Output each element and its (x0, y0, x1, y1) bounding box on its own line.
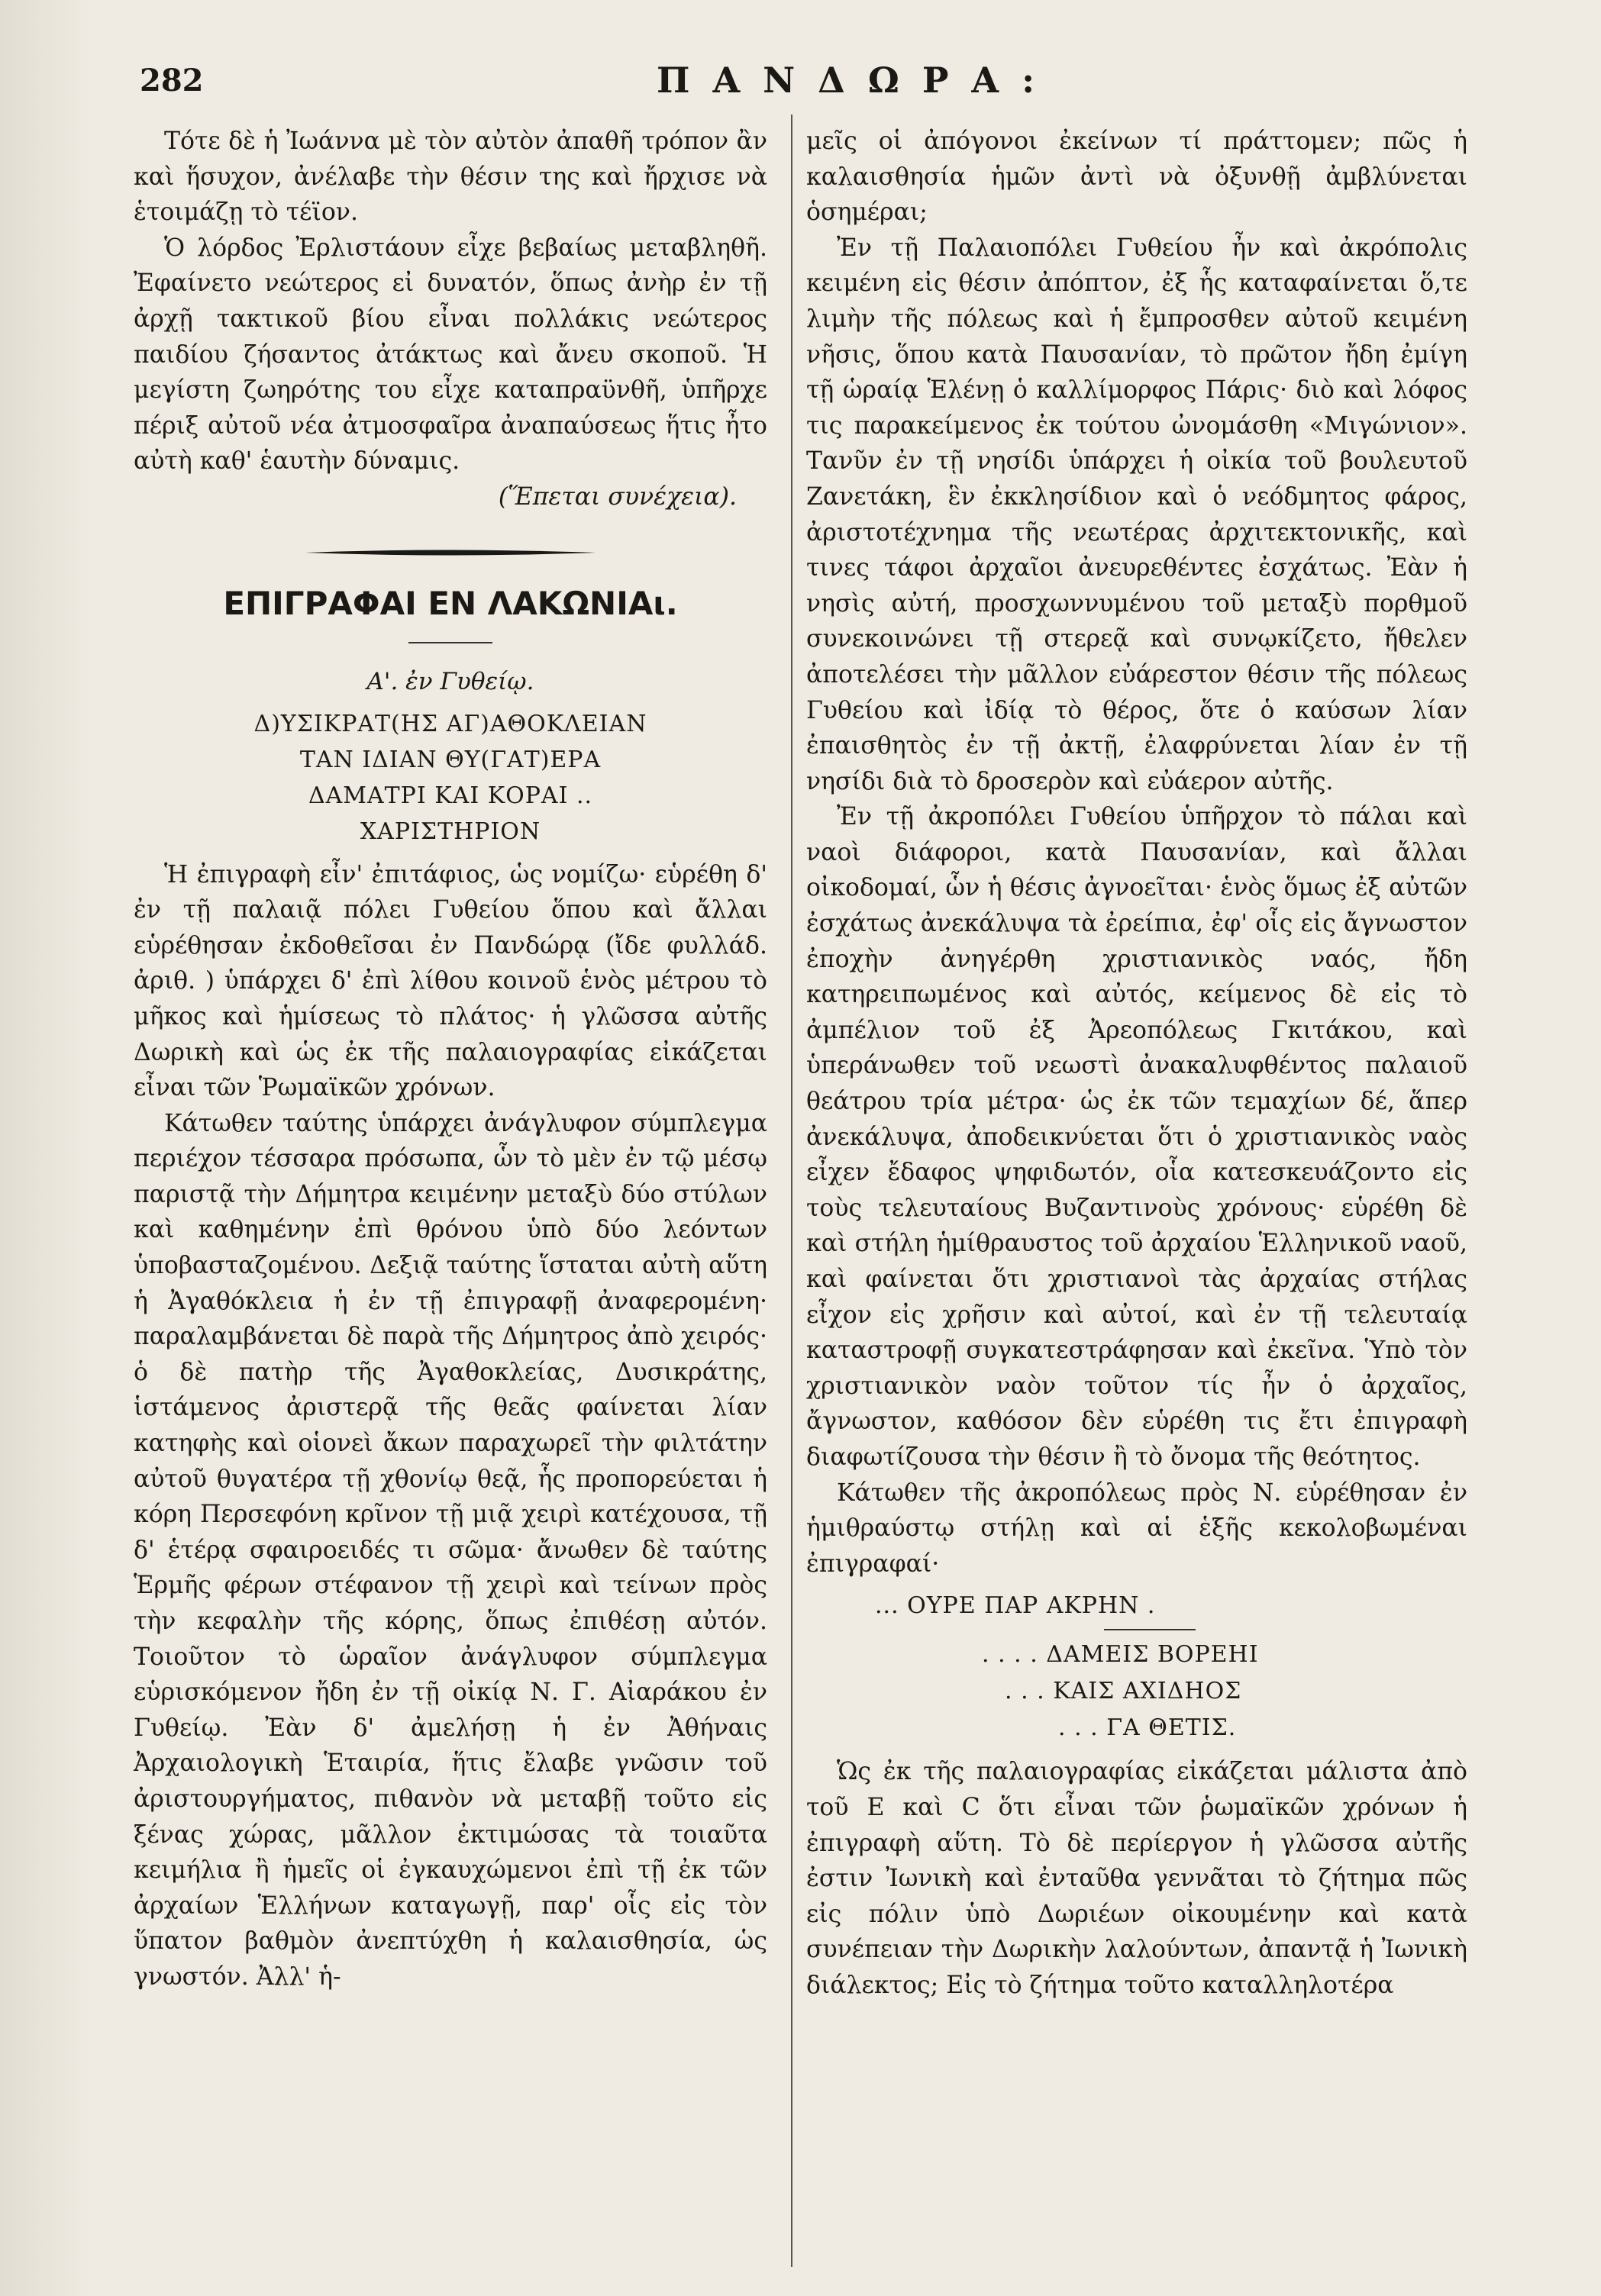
page-gutter-shadow (0, 0, 92, 2296)
article-paragraph: Ὡς ἐκ τῆς παλαιογραφίας εἰκάζεται μάλιστα ἀπὸ τοῦ Ε καὶ C ὅτι εἶναι τῶν ῥωμαϊκῶν χρόνων ἡ ἐπιγραφὴ αὕτη. Τὸ δὲ περίεργον ἡ γλῶσσα αὐτῆς ἐστιν Ἰωνικὴ καὶ ἐνταῦθα γεννᾶται τὸ ζήτημα πῶς εἰς πόλιν ὑπὸ Δωριέων οἰκουμένην καὶ κατὰ συνέπειαν τὴν Δωρικὴν λαλούντων, ἀπαντᾷ ἡ Ἰωνικὴ διάλεκτος; Εἰς τὸ ζήτημα τοῦτο καταλληλοτέρα (806, 1758, 1467, 1999)
column-divider (791, 114, 792, 2267)
running-title: ΠΑΝΔΩΡΑ: (657, 60, 1058, 101)
ornamental-divider (134, 535, 767, 570)
story-paragraph: Ὁ λόρδος Ἐρλιστάουν εἶχε βεβαίως μεταβληθῆ. Ἐφαίνετο νεώτερος εἰ δυνατόν, ὅπως ἀνὴρ ἐν τῇ ἀρχῇ τακτικοῦ βίου εἶναι πολλάκις νεώτερος παιδίου ζήσαντος ἀτάκτως καὶ ἄνευ σκοποῦ. Ἡ μεγίστη ζωηρότης του εἶχε καταπραϋνθῆ, ὑπῆρχε πέριξ αὐτοῦ νέα ἀτμοσφαῖρα ἀναπαύσεως ἥτις ἦτο αὐτὴ καθ' ἑαυτὴν δύναμις. (134, 234, 767, 476)
inscription-line: ΧΑΡΙΣΤΗΡΙΟΝ (360, 817, 541, 845)
inscription-block (134, 706, 767, 850)
inscription-line: Δ)ΥΣΙΚΡΑΤ(ΗΣ ΑΓ)ΑΘΟΚΛΕΙΑΝ (253, 710, 647, 737)
ornament-rule-icon (305, 545, 596, 560)
inscription-line: . . . ΚΑΙΣ ΑΧΙΔΗΟΣ (1005, 1678, 1242, 1705)
article-paragraph: Κάτωθεν ταύτης ὑπάρχει ἀνάγλυφον σύμπλεγμα περιέχον τέσσαρα πρόσωπα, ὧν τὸ μὲν ἐν τῷ μέσῳ παριστᾷ τὴν Δήμητρα κειμένην μεταξὺ δύο στύλων καὶ καθημένην ἐπὶ θρόνου ὑπὸ δύο λεόντων ὑποβασταζομένου. Δεξιᾷ ταύτης ἵσταται αὐτὴ αὕτη ἡ Ἀγαθόκλεια ἡ ἐν τῇ ἐπιγραφῇ ἀναφερομένη· παραλαμβάνεται δὲ παρὰ τῆς Δήμητρος ἀπὸ χειρός· ὁ δὲ πατὴρ τῆς Ἀγαθοκλείας, Δυσικράτης, ἱστάμενος ἀριστερᾷ τῆς θεᾶς φαίνεται λίαν κατηφὴς καὶ οἱονεὶ ἄκων παραχωρεῖ τὴν φιλτάτην αὐτοῦ θυγατέρα τῇ χθονίῳ θεᾷ, ἧς προπορεύεται ἡ κόρη Περσεφόνη κρῖνον τῇ μιᾷ χειρὶ κατέχουσα, τῇ δ' ἑτέρᾳ σφαιροειδές τι σῶμα· ἄνωθεν δὲ ταύτης Ἑρμῆς φέρων στέφανον τῇ χειρὶ καὶ τείνων πρὸς τὴν κεφαλὴν τῆς κόρης, ὅπως ἐπιθέσῃ αὐτόν. Τοιοῦτον τὸ ὡραῖον ἀνάγλυφον σύμπλεγμα εὑρισκόμενον ἤδη ἐν τῇ οἰκίᾳ Ν. Γ. Αἰαράκου ἐν Γυθείῳ. Ἐὰν δ' ἀμελήσῃ ἡ ἐν Ἀθήναις Ἀρχαιολογικὴ Ἑταιρία, ἥτις ἔλαβε γνῶσιν τοῦ ἀριστουργήματος, πιθανὸν νὰ μεταβῇ τοῦτο εἰς ξένας χώρας, μᾶλλον ἐκτιμώσας τὰ τοιαῦτα κειμήλια ἢ ἡμεῖς οἱ ἐγκαυχώμενοι ἐπὶ τῇ ἐκ τῶν ἀρχαίων Ἑλλήνων καταγωγῇ, παρ' οἷς εἰς τὸν ὕπατον βαθμὸν ἀνεπτύχθη ἡ καλαισθησία, ὡς γνωστόν. Ἀλλ' ἡ- (134, 1109, 767, 1991)
article-paragraph: μεῖς οἱ ἀπόγονοι ἐκείνων τί πράττομεν; πῶς ἡ καλαισθησία ἡμῶν ἀντὶ νὰ ὀξυνθῇ ἀμβλύνεται ὁσημέραι; (806, 127, 1467, 227)
heading-rule (408, 642, 492, 643)
page-number: 282 (140, 63, 204, 98)
article-paragraph: Ἡ ἐπιγραφὴ εἶν' ἐπιτάφιος, ὡς νομίζω· εὑρέθη δ' ἐν τῇ παλαιᾷ πόλει Γυθείου ὅπου καὶ ἄλλαι εὑρέθησαν ἐκδοθεῖσαι ἐν Πανδώρᾳ (ἴδε φυλλάδ. ἀριθ. ) ὑπάρχει δ' ἐπὶ λίθου κοινοῦ ἑνὸς μέτρου τὸ μῆκος καὶ ἡμίσεως τὸ πλάτος· ἡ γλῶσσα αὐτῆς Δωρικὴ καὶ ὡς ἐκ τῆς παλαιογραφίας εἰκάζεται εἶναι τῶν Ῥωμαϊκῶν χρόνων. (134, 860, 767, 1102)
left-column (134, 124, 767, 1995)
continuation-note: (Ἕπεται συνέχεια). (498, 482, 737, 511)
inscription-line: ... ΟΥΡΕ ΠΑΡ ΑΚΡΗΝ . (875, 1592, 1156, 1620)
article-paragraph: Κάτωθεν τῆς ἀκροπόλεως πρὸς Ν. εὑρέθησαν ἐν ἡμιθραύστῳ στήλῃ καὶ αἱ ἑξῆς κεκολοβωμέναι ἐπιγραφαί· (806, 1479, 1467, 1578)
inscription-line: . . . . ΔΑΜΕΙΣ ΒΟΡΕΗΙ (982, 1641, 1259, 1669)
inscription-line: . . . ΓΑ ΘΕΤΙΣ. (1058, 1714, 1237, 1742)
story-paragraph: Τότε δὲ ἡ Ἰωάννα μὲ τὸν αὐτὸν ἀπαθῆ τρόπον ἂν καὶ ἥσυχον, ἀνέλαβε τὴν θέσιν της καὶ ἤρχισε νὰ ἑτοιμάζῃ τὸ τέϊον. (134, 127, 767, 227)
article-paragraph: Ἐν τῇ Παλαιοπόλει Γυθείου ἦν καὶ ἀκρόπολις κειμένη εἰς θέσιν ἀπόπτον, ἐξ ἧς καταφαίνεται ὅ,τε λιμὴν τῆς πόλεως καὶ ἡ ἔμπροσθεν αὐτοῦ κειμένη νῆσις, ὅπου κατὰ Παυσανίαν, τὸ πρῶτον ἤδη ἐμίγη τῇ ὡραίᾳ Ἑλένῃ ὁ καλλίμορφος Πάρις· διὸ καὶ λόφος τις παρακείμενος ἐκ τούτου ὠνομάσθη «Μιγώνιον». Τανῦν ἐν τῇ νησίδι ὑπάρχει ἡ οἰκία τοῦ βουλευτοῦ Ζανετάκη, ἓν ἐκκλησίδιον καὶ ὁ νεόδμητος φάρος, ἀριστοτέχνημα τῆς νεωτέρας ἀρχιτεκτονικῆς, καὶ τινες τάφοι ἀρχαῖοι ἀνευρεθέντες ἐσχάτως. Ἐὰν ἡ νησὶς αὐτή, προσχωννυμένου τοῦ μεταξὺ πορθμοῦ συνεκοινώνει τῇ στερεᾷ καὶ συνῳκίζετο, ἤθελεν ἀποτελέσει τὴν μᾶλλον εὐάρεστον θέσιν τῆς πόλεως Γυθείου καὶ ἰδίᾳ τὸ θέρος, ὅτε ὁ καύσων λίαν ἐπαισθητὸς ἐν τῇ ἀκτῇ, ἐλαφρύνεται λίαν ἐν τῇ νησίδι διὰ τὸ δροσερὸν καὶ εὐάερον αὐτῆς. (806, 234, 1467, 795)
inscription-rule (1104, 1629, 1196, 1630)
inscription-block (806, 1588, 1467, 1746)
right-column (806, 124, 1467, 2004)
article-paragraph: Ἐν τῇ ἀκροπόλει Γυθείου ὑπῆρχον τὸ πάλαι καὶ ναοὶ διάφοροι, κατὰ Παυσανίαν, καὶ ἄλλαι οἰκοδομαί, ὧν ἡ θέσις ἀγνοεῖται· ἑνὸς ὅμως ἐξ αὐτῶν ἐσχάτως ἀνεκάλυψα τὰ ἐρείπια, ἐφ' οἷς εἰς ἄγνωστον ἐποχὴν ἀνηγέρθη χριστιανικὸς ναός, ἤδη κατηρειπωμένος καὶ αὐτός, κείμενος δὲ εἰς τὸ ἀμπέλιον τοῦ ἐξ Ἀρεοπόλεως Γκιτάκου, καὶ ὑπεράνωθεν τοῦ νεωστὶ ἀνακαλυφθέντος παλαιοῦ θεάτρου τρία μέτρα· ὡς ἐκ τῶν τεμαχίων δέ, ἅπερ ἀνεκάλυψα, ἀποδεικνύεται ὅτι ὁ χριστιανικὸς ναὸς εἶχεν ἔδαφος ψηφιδωτόν, οἷα κατεσκευάζοντο εἰς τοὺς τελευταίους Βυζαντινοὺς χρόνους· εὑρέθη δὲ καὶ στήλη ἡμίθραυστος τοῦ ἀρχαίου Ἑλληνικοῦ ναοῦ, καὶ φαίνεται ὅτι χριστιανοὶ τὰς ἀρχαίας στήλας εἶχον εἰς χρῆσιν καὶ αὐτοί, καὶ ἐν τῇ τελευταίᾳ καταστροφῇ συγκατεστράφησαν καὶ ἐκεῖνα. Ὑπὸ τὸν χριστιανικὸν ναὸν τοῦτον τίς ἦν ὁ ἀρχαῖος, ἄγνωστον, καθόσον δὲν εὑρέθη τις ἔτι ἐπιγραφὴ διαφωτίζουσα τὴν θέσιν ἢ τὸ ὄνομα τῆς θεότητος. (806, 803, 1467, 1471)
inscription-line: ΔΑΜΑΤΡΙ ΚΑΙ ΚΟΡΑΙ .. (308, 782, 593, 809)
section-heading: ΕΠΙΓΡΑΦΑΙ ΕΝ ΛΑΚΩΝΙΑι. (223, 584, 678, 622)
inscription-line: ΤΑΝ ΙΔΙΑΝ ΘΥ(ΓΑΤ)ΕΡΑ (299, 746, 602, 773)
subsection-heading: Α'. ἐν Γυθείῳ. (366, 667, 534, 695)
